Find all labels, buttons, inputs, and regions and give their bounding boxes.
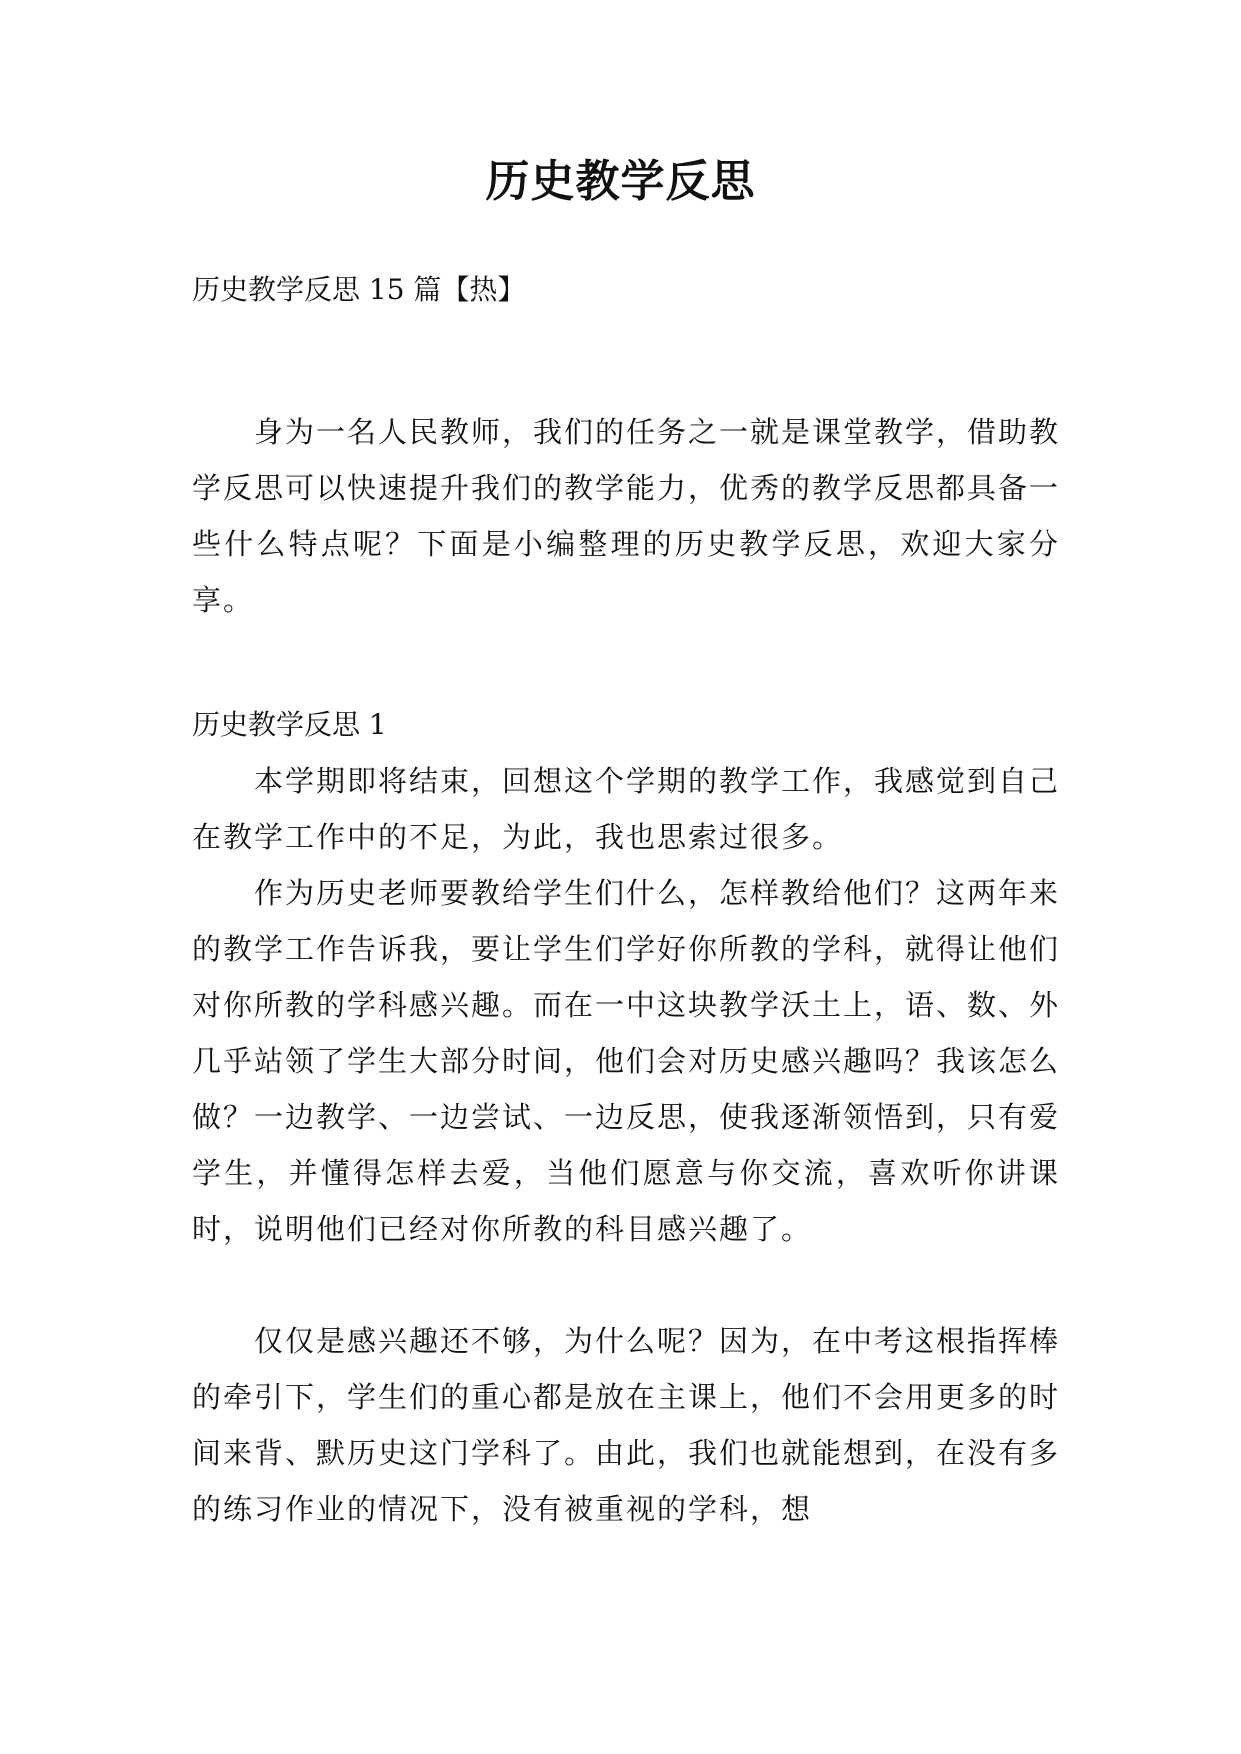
intro-paragraph: 身为一名人民教师，我们的任务之一就是课堂教学，借助教学反思可以快速提升我们的教学能力，优秀的教学反思都具备一些什么特点呢？下面是小编整理的历史教学反思，欢迎大家分享。 (192, 415, 1061, 617)
body-paragraph-1: 本学期即将结束，回想这个学期的教学工作，我感觉到自己在教学工作中的不足，为此，我也思索过很多。 (192, 764, 1061, 854)
document-title: 历史教学反思 (485, 156, 756, 207)
document-subtitle: 历史教学反思 15 篇【热】 (192, 273, 526, 306)
section-heading: 历史教学反思 1 (192, 708, 387, 741)
body-paragraph-2: 作为历史老师要教给学生们什么，怎样教给他们？这两年来的教学工作告诉我，要让学生们学好你所教的学科，就得让他们对你所教的学科感兴趣。而在一中这块教学沃土上，语、数、外几乎站领了学生大部分时间，他们会对历史感兴趣吗？我该怎么做？一边教学、一边尝试、一边反思，使我逐渐领悟到，只有爱学生，并懂得怎样去爱，当他们愿意与你交流，喜欢听你讲课时，说明他们已经对你所教的科目感兴趣了。 (192, 876, 1061, 1246)
body-paragraph-3: 仅仅是感兴趣还不够，为什么呢？因为，在中考这根指挥棒的牵引下，学生们的重心都是放在主课上，他们不会用更多的时间来背、默历史这门学科了。由此，我们也就能想到，在没有多的练习作业的情况下，没有被重视的学科，想 (192, 1324, 1061, 1526)
